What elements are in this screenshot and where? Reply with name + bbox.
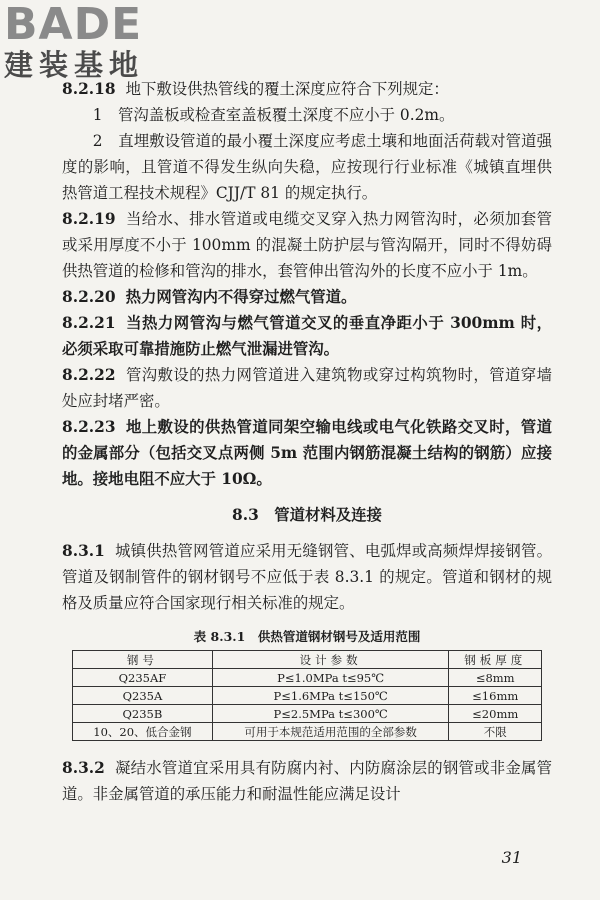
table-header-cell: 钢号 xyxy=(73,651,213,669)
clause-text: 当给水、排水管道或电缆交叉穿入热力网管沟时，必须加套管或采用厚度不小于 100mm 的混凝土防护层与管沟隔开，同时不得妨碍供热管道的检修和管沟的排水，套管伸出管沟外的长度不应小于 1m。 xyxy=(62,210,552,280)
table-row xyxy=(73,687,542,705)
table-cell: Q235B xyxy=(73,705,213,723)
clause-8-2-20 xyxy=(62,284,552,310)
clause-8-3-2 xyxy=(62,755,552,807)
clause-text: 地上敷设的供热管道同架空输电线或电气化铁路交叉时，管道的金属部分（包括交叉点两侧 5m 范围内钢筋混凝土结构的钢筋）应接地。接地电阻不应大于 10Ω。 xyxy=(62,418,552,488)
clause-number: 8.2.23 xyxy=(62,418,116,436)
clause-8-2-19 xyxy=(62,206,552,284)
section-title: 8.3 管道材料及连接 xyxy=(232,506,382,524)
clause-text: 地下敷设供热管线的覆土深度应符合下列规定： xyxy=(125,80,449,98)
table-cell: Q235AF xyxy=(73,669,213,687)
clause-8-2-22 xyxy=(62,362,552,414)
bade-logo xyxy=(4,2,179,80)
table-cell: ≤16mm xyxy=(449,687,542,705)
clause-text: 城镇供热管网管道应采用无缝钢管、电弧焊或高频焊焊接钢管。管道及钢制管件的钢材钢号不应低于表 8.3.1 的规定。管道和钢材的规格及质量应符合国家现行相关标准的规定。 xyxy=(62,542,552,612)
table-cell: 10、20、低合金钢 xyxy=(73,723,213,741)
clause-number: 8.3.1 xyxy=(62,542,105,560)
clause-number: 8.2.18 xyxy=(62,80,116,98)
clause-number: 8.2.20 xyxy=(62,288,116,306)
table-cell: Q235A xyxy=(73,687,213,705)
clause-8-2-18 xyxy=(62,76,552,102)
clause-number: 8.2.19 xyxy=(62,210,116,228)
clause-8-2-18-item-2: 2 直埋敷设管道的最小覆土深度应考虑土壤和地面活荷载对管道强度的影响，且管道不得发生纵向失稳，应按现行行业标准《城镇直埋供热管道工程技术规程》CJJ/T 81 的规定执行。 xyxy=(62,132,552,202)
table-cell: P≤1.0MPa t≤95℃ xyxy=(212,669,449,687)
table-header-cell: 钢板厚度 xyxy=(449,651,542,669)
table-cell: 可用于本规范适用范围的全部参数 xyxy=(212,723,449,741)
clause-number: 8.3.2 xyxy=(62,759,105,777)
clause-8-2-23 xyxy=(62,414,552,492)
document-body xyxy=(62,76,552,807)
table-cell: P≤2.5MPa t≤300℃ xyxy=(212,705,449,723)
clause-text: 热力网管沟内不得穿过燃气管道。 xyxy=(125,288,357,306)
table-cell: P≤1.6MPa t≤150℃ xyxy=(212,687,449,705)
clause-8-2-21 xyxy=(62,310,552,362)
clause-text: 管沟敷设的热力网管道进入建筑物或穿过构筑物时，管道穿墙处应封堵严密。 xyxy=(62,366,552,410)
steel-grade-table xyxy=(72,650,542,741)
table-header-cell: 设计参数 xyxy=(212,651,449,669)
table-row xyxy=(73,669,542,687)
clause-number: 8.2.22 xyxy=(62,366,116,384)
table-row xyxy=(73,705,542,723)
clause-text: 凝结水管道宜采用具有防腐内衬、内防腐涂层的钢管或非金属管道。非金属管道的承压能力和耐温性能应满足设计 xyxy=(62,759,552,803)
table-cell: ≤20mm xyxy=(449,705,542,723)
logo-subtitle: 建装基地 xyxy=(4,48,145,82)
logo-wordmark: BADE xyxy=(4,0,143,50)
clause-8-3-1 xyxy=(62,538,552,616)
table-header-row xyxy=(73,651,542,669)
clause-text: 当热力网管沟与燃气管道交叉的垂直净距小于 300mm 时，必须采取可靠措施防止燃气泄漏进管沟。 xyxy=(62,314,552,358)
clause-number: 8.2.21 xyxy=(62,314,116,332)
clause-8-2-18-item-1: 1 管沟盖板或检查室盖板覆土深度不应小于 0.2m。 xyxy=(92,106,455,124)
table-caption: 表 8.3.1 供热管道钢材钢号及适用范围 xyxy=(193,629,421,644)
page-number: 31 xyxy=(501,848,522,867)
table-cell: ≤8mm xyxy=(449,669,542,687)
table-cell: 不限 xyxy=(449,723,542,741)
table-row xyxy=(73,723,542,741)
